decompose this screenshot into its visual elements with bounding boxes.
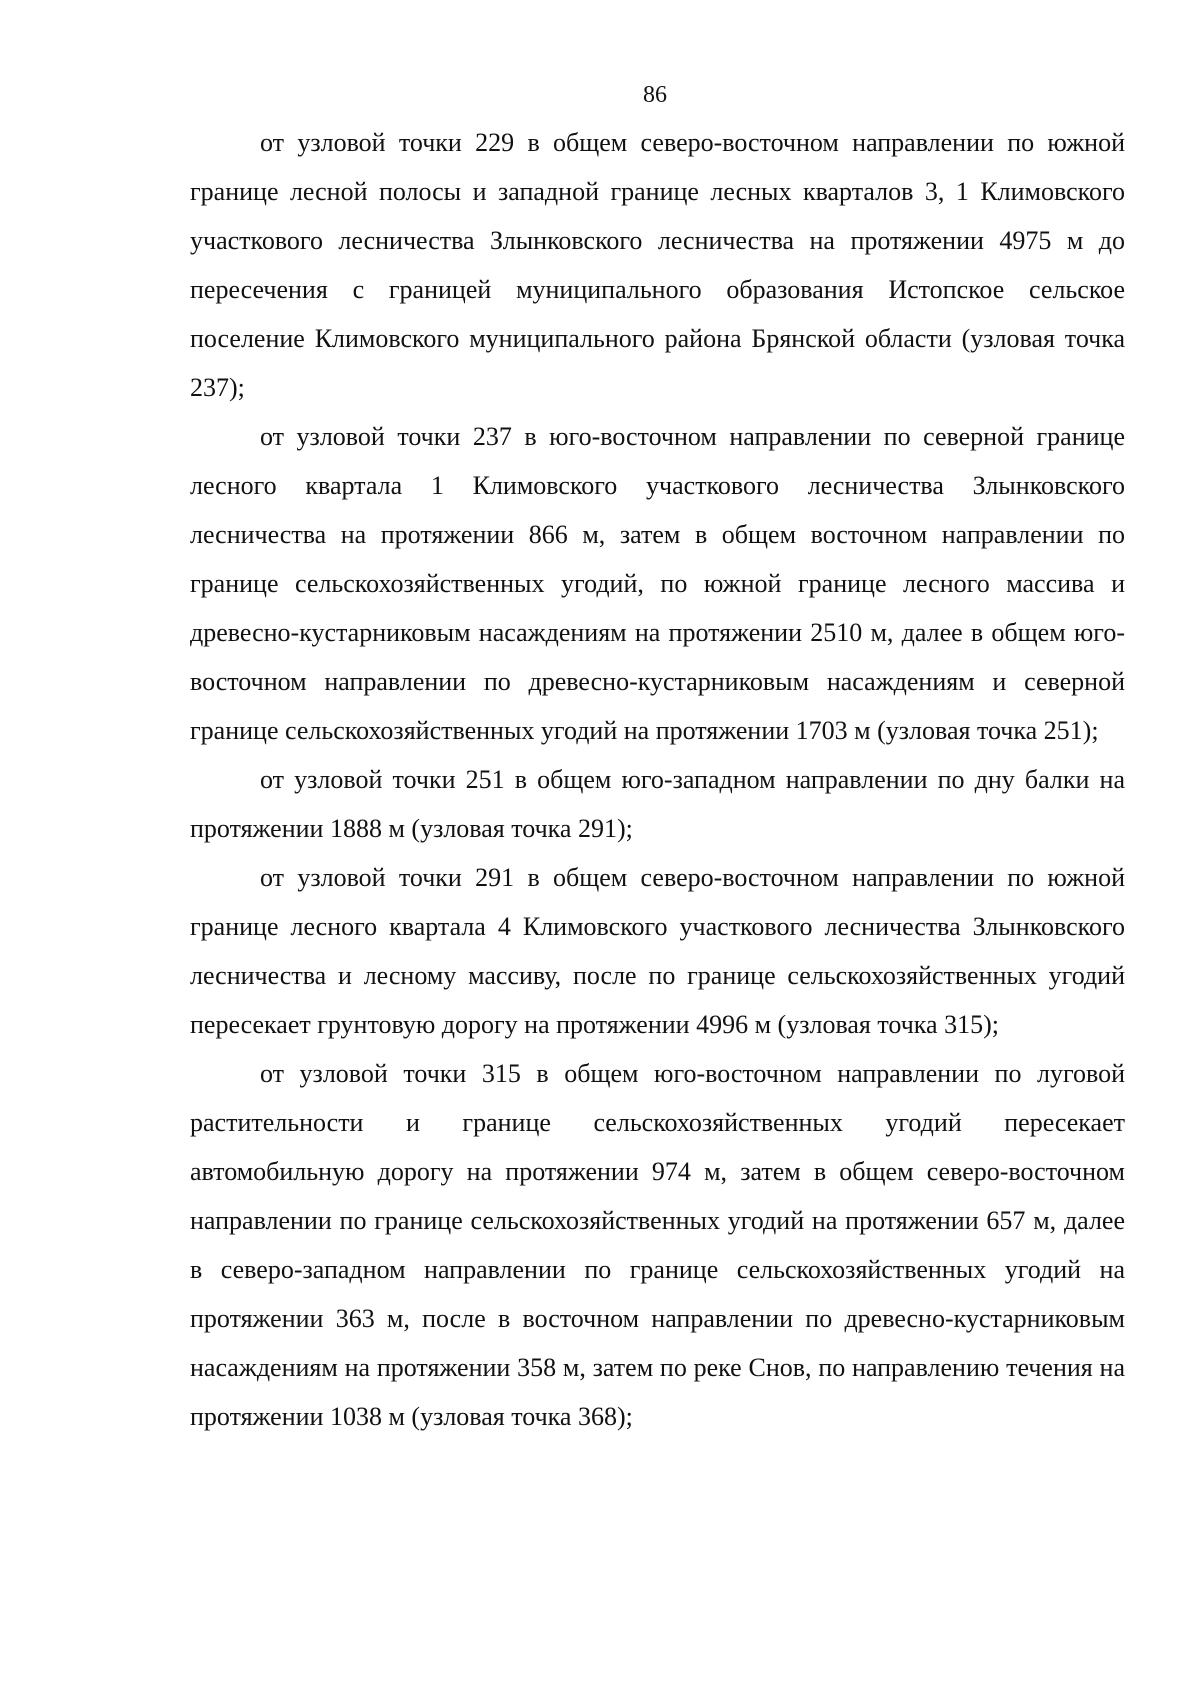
paragraph-node-315: от узловой точки 315 в общем юго-восточном направлении по луговой растительности и границе сельскохозяйственных угодий пересекает автомобильную дорогу на протяжении 974 м, затем в общем северо-восточном направлении по границе сельскохозяйственных угодий на протяжении 657 м, далее в северо-западном направлении по границе сельскохозяйственных угодий на протяжении 363 м, после в восточном направлении по древесно-кустарниковым насаждениям на протяжении 358 м, затем по реке Снов, по направлению течения на протяжении 1038 м (узловая точка 368); [190,1059,1125,1431]
paragraph-node-251: от узловой точки 251 в общем юго-западном направлении по дну балки на протяжении 1888 м (узловая точка 291); [190,765,1125,843]
paragraph-node-237: от узловой точки 237 в юго-восточном направлении по северной границе лесного квартала 1 Климовского участкового лесничества Злынковского лесничества на протяжении 866 м, затем в общем восточном направлении по границе сельскохозяйственных угодий, по южной границе лесного массива и древесно-кустарниковым насаждениям на протяжении 2510 м, далее в общем юго-восточном направлении по древесно-кустарниковым насаждениям и северной границе сельскохозяйственных угодий на протяжении 1703 м (узловая точка 251); [190,422,1125,745]
page-number: 86 [643,82,667,108]
document-body [190,118,1125,1441]
paragraph-node-291: от узловой точки 291 в общем северо-восточном направлении по южной границе лесного квартала 4 Климовского участкового лесничества Злынковского лесничества и лесному массиву, после по границе сельскохозяйственных угодий пересекает грунтовую дорогу на протяжении 4996 м (узловая точка 315); [190,863,1125,1039]
paragraph-node-229: от узловой точки 229 в общем северо-восточном направлении по южной границе лесной полосы и западной границе лесных кварталов 3, 1 Климовского участкового лесничества Злынковского лесничества на протяжении 4975 м до пересечения с границей муниципального образования Истопское сельское поселение Климовского муниципального района Брянской области (узловая точка 237); [190,128,1125,402]
